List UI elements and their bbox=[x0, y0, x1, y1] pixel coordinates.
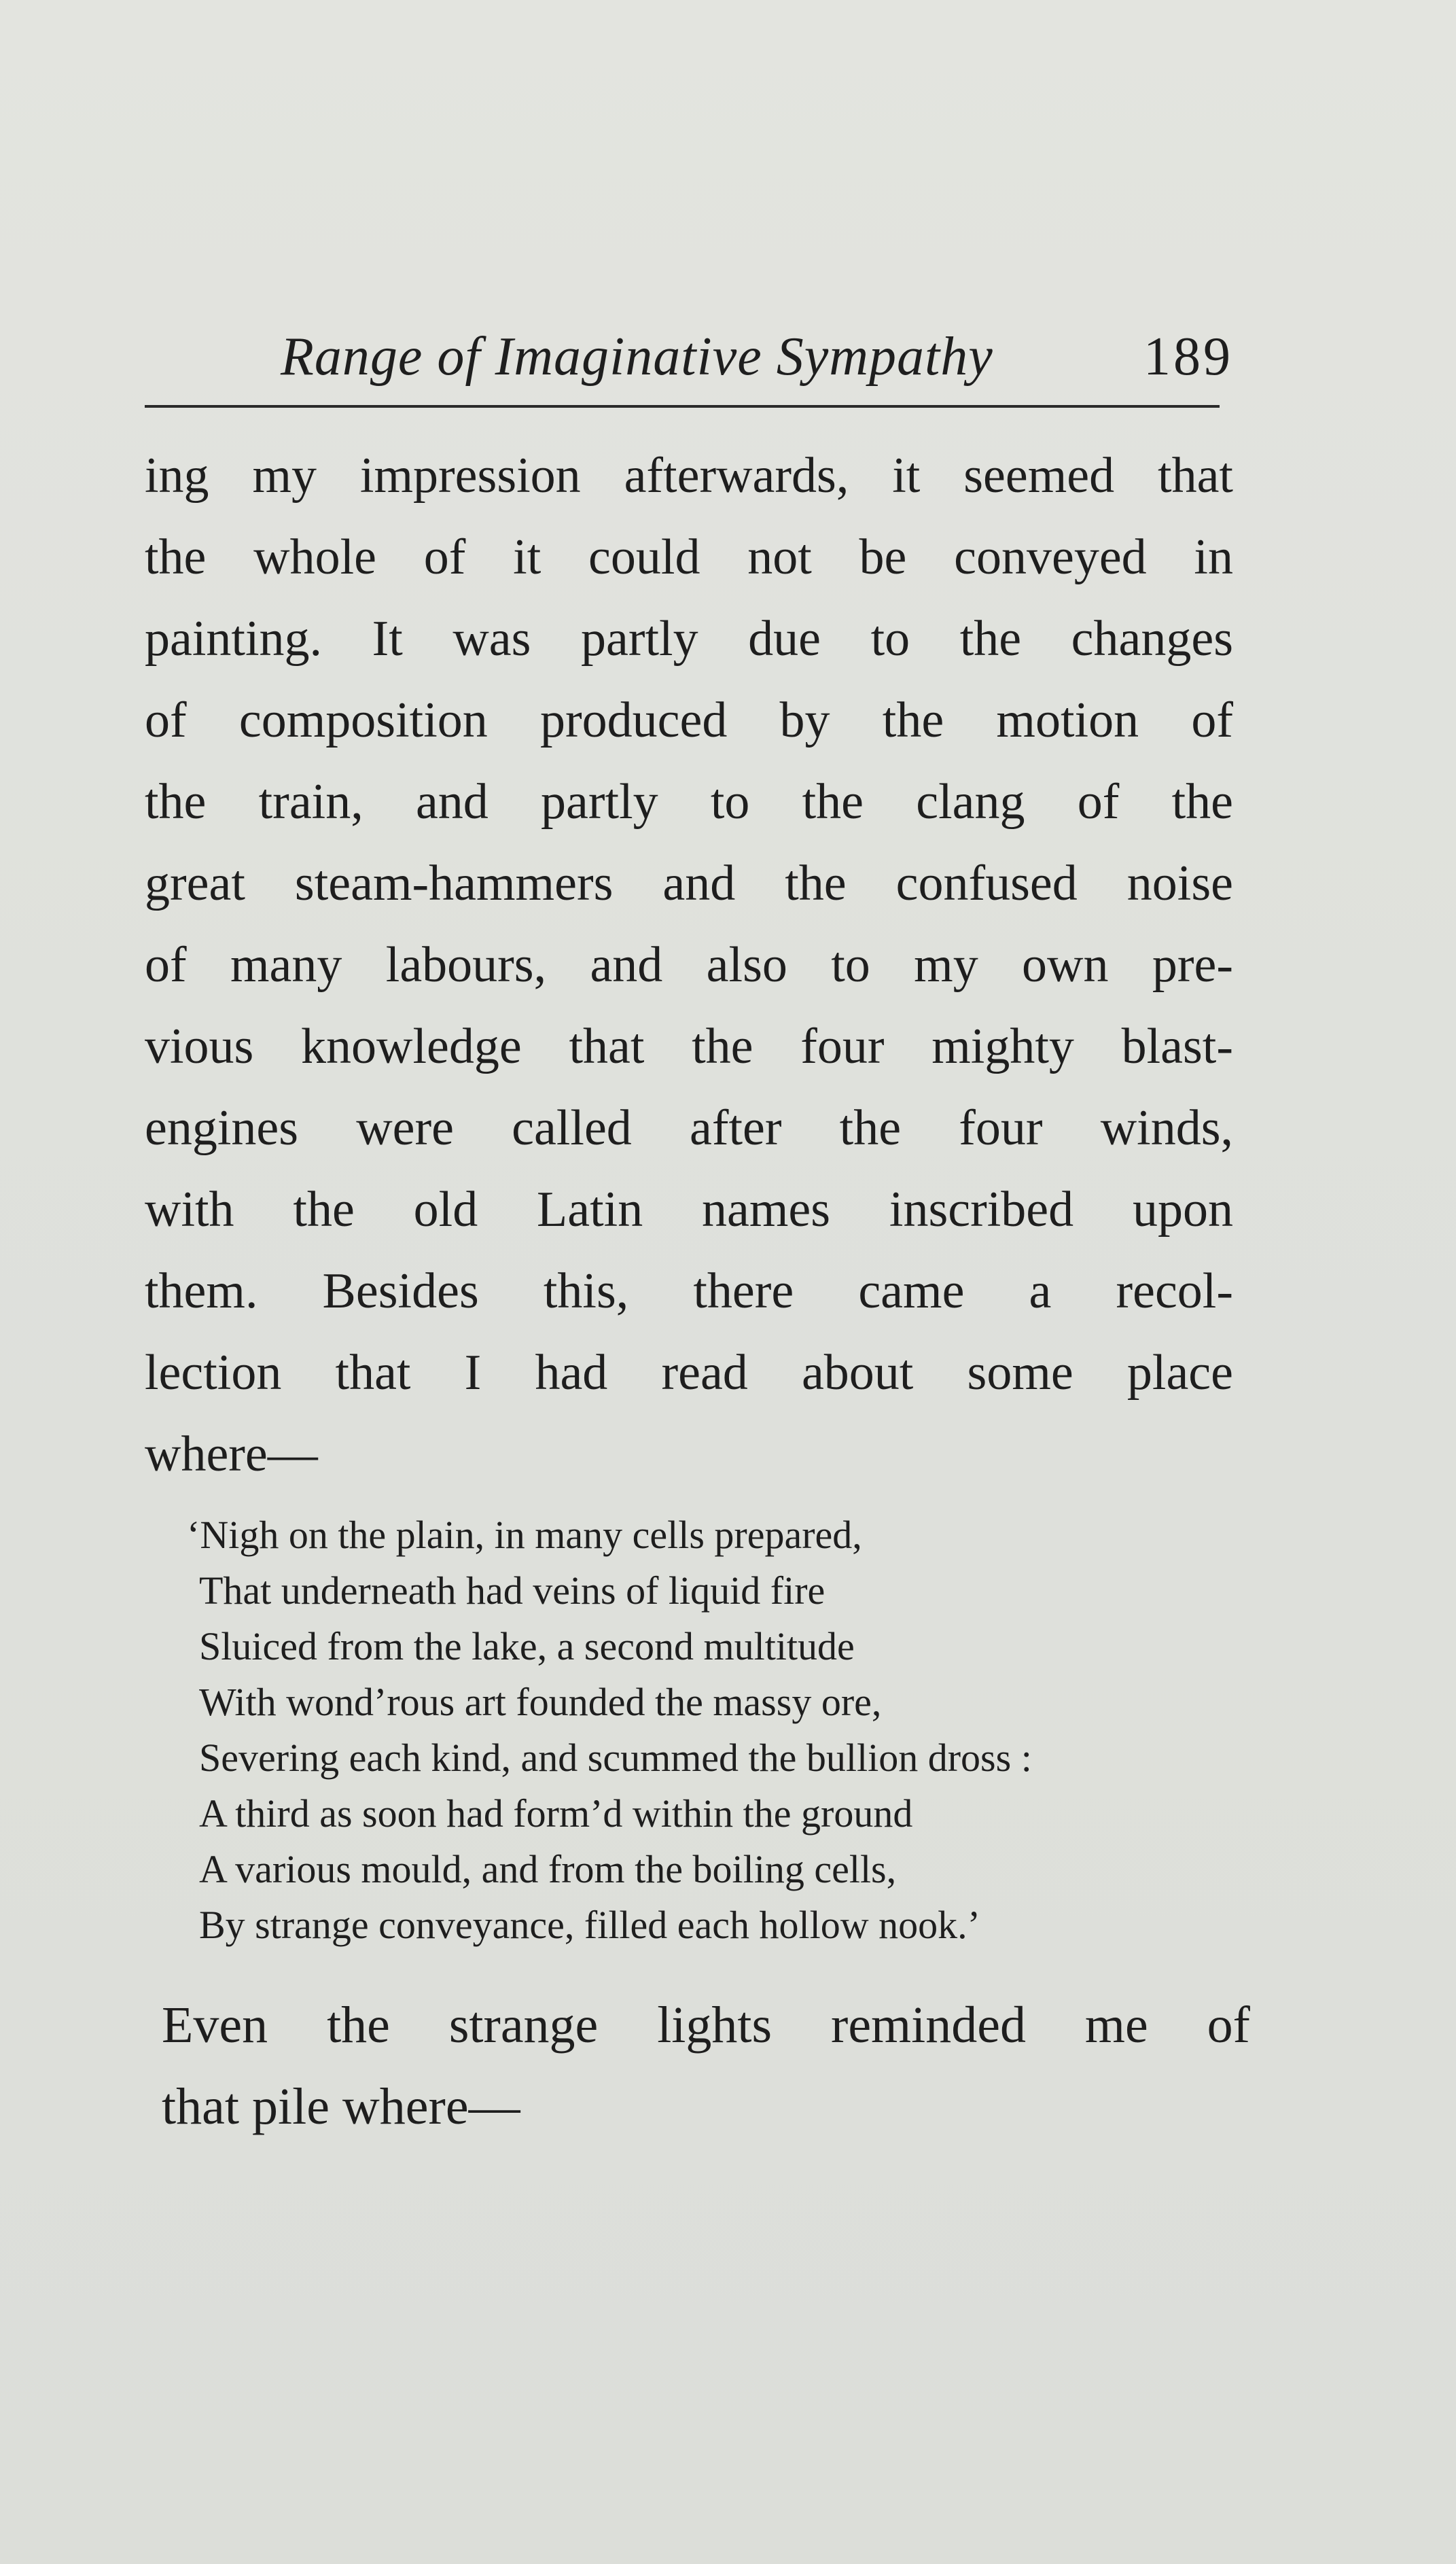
running-head bbox=[145, 319, 1233, 394]
verse-line: That underneath had veins of liquid fire bbox=[199, 1568, 825, 1613]
verse-line: ‘Nigh on the plain, in many cells prepared, bbox=[187, 1513, 862, 1557]
header-rule bbox=[145, 405, 1220, 408]
body-line: of composition produced by the motion of bbox=[145, 692, 1233, 748]
closing-paragraph bbox=[162, 1984, 1250, 2147]
verse-quotation bbox=[187, 1507, 1150, 1953]
verse-line: By strange conveyance, filled each hollow nook.’ bbox=[199, 1903, 980, 1947]
body-paragraph bbox=[145, 435, 1233, 1495]
body-line: engines were called after the four winds, bbox=[145, 1100, 1233, 1156]
verse-line: With wond’rous art founded the massy ore, bbox=[199, 1680, 882, 1724]
body-line: the whole of it could not be conveyed in bbox=[145, 529, 1233, 585]
body-line: ing my impression afterwards, it seemed that bbox=[145, 448, 1233, 504]
body-line: them. Besides this, there came a recol- bbox=[145, 1263, 1233, 1319]
verse-line: Sluiced from the lake, a second multitude bbox=[199, 1624, 855, 1668]
body-line: painting. It was partly due to the changes bbox=[145, 611, 1233, 667]
body-line: great steam-hammers and the confused noise bbox=[145, 856, 1233, 911]
body-line: Even the strange lights reminded me of bbox=[162, 1997, 1250, 2054]
body-line: lection that I had read about some place bbox=[145, 1345, 1233, 1401]
body-line: vious knowledge that the four mighty blast- bbox=[145, 1019, 1233, 1074]
body-line: with the old Latin names inscribed upon bbox=[145, 1182, 1233, 1237]
page-number: 189 bbox=[1143, 327, 1233, 387]
verse-line: Severing each kind, and scummed the bullion dross : bbox=[199, 1736, 1032, 1780]
body-line: that pile where— bbox=[162, 2078, 520, 2135]
body-line: of many labours, and also to my own pre- bbox=[145, 937, 1233, 993]
running-title: Range of Imaginative Sympathy bbox=[281, 327, 993, 387]
body-line: the train, and partly to the clang of the bbox=[145, 774, 1233, 830]
verse-line: A various mould, and from the boiling cells, bbox=[199, 1847, 897, 1891]
body-line: where— bbox=[145, 1426, 318, 1482]
verse-line: A third as soon had form’d within the ground bbox=[199, 1791, 913, 1836]
